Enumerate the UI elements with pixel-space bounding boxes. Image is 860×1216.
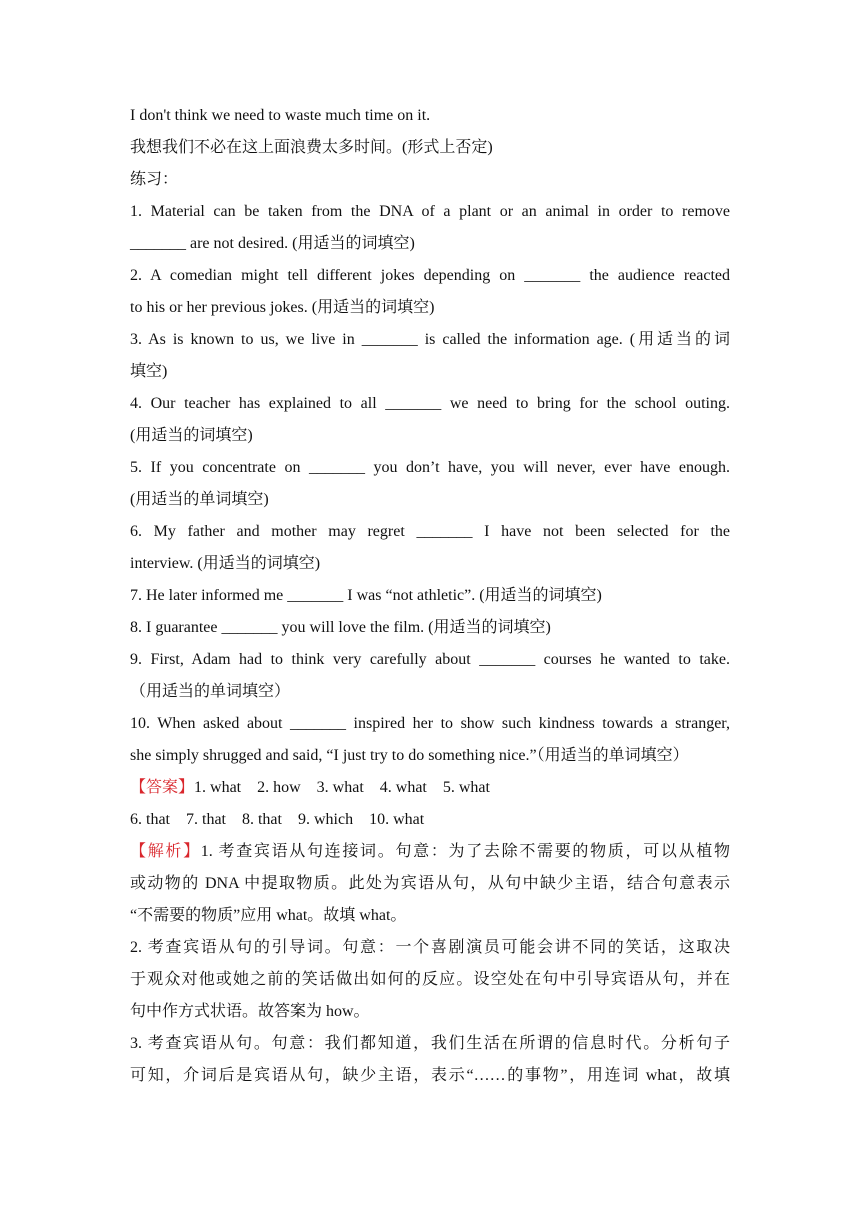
question-item <box>130 708 730 772</box>
question-line: to his or her previous jokes. (用适当的词填空) <box>130 299 435 316</box>
question-item <box>130 260 730 324</box>
intro-sentence-en: I don't think we need to waste much time on it. <box>130 107 431 124</box>
question-item <box>130 452 730 516</box>
answer-line-2: 6. that 7. that 8. that 9. which 10. what <box>130 811 425 828</box>
question-line: 5. If you concentrate on _______ you don’t have, you will never, ever have enough. <box>130 459 730 476</box>
question-item <box>130 516 730 580</box>
question-line: (用适当的词填空) <box>130 427 253 444</box>
practice-label: 练习： <box>130 171 179 188</box>
answer-label: 【答案】 <box>130 779 195 796</box>
question-line: 填空) <box>130 363 168 380</box>
question-line: 8. I guarantee _______ you will love the film. (用适当的词填空) <box>130 619 551 636</box>
analysis-line: 或动物的 DNA 中提取物质。此处为宾语从句，从句中缺少主语，结合句意表示 <box>130 875 730 892</box>
analysis-text: 1. 考查宾语从句连接词。句意：为了去除不需要的物质，可以从植物 <box>200 843 730 860</box>
analysis-line: 3. 考查宾语从句。句意：我们都知道，我们生活在所谓的信息时代。分析句子 <box>130 1035 730 1052</box>
question-item <box>130 580 730 612</box>
question-line: 4. Our teacher has explained to all _______ we need to bring for the school outing. <box>130 395 730 412</box>
answer-values-1: 1. what 2. how 3. what 4. what 5. what <box>194 779 490 796</box>
question-line: 3. As is known to us, we live in _______ is called the information age. (用适当的词 <box>130 331 730 348</box>
question-line: 7. He later informed me _______ I was “not athletic”. (用适当的词填空) <box>130 587 602 604</box>
question-line: （用适当的单词填空） <box>130 683 291 700</box>
analysis-line: 句中作方式状语。故答案为 how。 <box>130 1003 370 1020</box>
question-item <box>130 612 730 644</box>
question-item <box>130 324 730 388</box>
question-item <box>130 644 730 708</box>
question-line: she simply shrugged and said, “I just try to do something nice.”（用适当的单词填空） <box>130 747 689 764</box>
document-page <box>130 100 730 1092</box>
question-line: 1. Material can be taken from the DNA of a plant or an animal in order to remove <box>130 203 730 220</box>
question-line: (用适当的单词填空) <box>130 491 269 508</box>
question-list <box>130 196 730 772</box>
answer-line-1 <box>130 772 730 804</box>
analysis-label: 【解析】 <box>130 843 201 860</box>
question-line: 2. A comedian might tell different jokes depending on _______ the audience reacted <box>130 267 730 284</box>
analysis-block <box>130 836 730 1092</box>
analysis-line: 2. 考查宾语从句的引导词。句意：一个喜剧演员可能会讲不同的笑话，这取决 <box>130 939 730 956</box>
intro-sentence-zh: 我想我们不必在这上面浪费太多时间。(形式上否定) <box>130 139 493 156</box>
question-line: 9. First, Adam had to think very carefully about _______ courses he wanted to take. <box>130 651 730 668</box>
answer-block <box>130 772 730 836</box>
question-line: interview. (用适当的词填空) <box>130 555 321 572</box>
question-line: 10. When asked about _______ inspired her to show such kindness towards a stranger, <box>130 715 730 732</box>
question-item <box>130 388 730 452</box>
analysis-line-1 <box>130 836 730 868</box>
question-item <box>130 196 730 260</box>
question-line: _______ are not desired. (用适当的词填空) <box>130 235 415 252</box>
analysis-line: 于观众对他或她之前的笑话做出如何的反应。设空处在句中引导宾语从句，并在 <box>130 971 730 988</box>
analysis-line: 可知，介词后是宾语从句，缺少主语，表示“……的事物”，用连词 what，故填 <box>130 1067 730 1084</box>
analysis-line: “不需要的物质”应用 what。故填 what。 <box>130 907 407 924</box>
question-line: 6. My father and mother may regret _______ I have not been selected for the <box>130 523 730 540</box>
